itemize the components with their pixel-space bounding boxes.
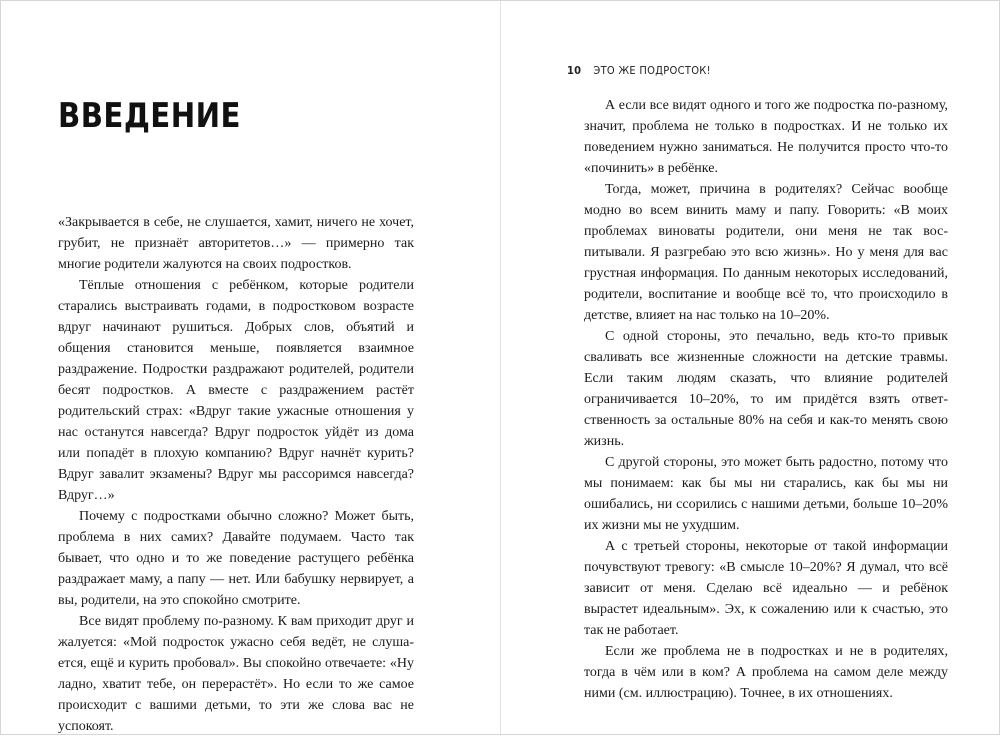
paragraph: Все видят проблему по-разному. К вам приходит друг и жалуется: «Мой подросток ужасно себя ведёт, не слушается, ещё и курить пробовал». Вы спокойно отвечаете: «Ну ладно, хватит тебе, он перерастёт». Но если то же самое происходит с вашими детьми, то эти же слова вас не успокоят. <box>58 614 414 734</box>
chapter-title: ВВЕДЕНИЕ <box>58 96 241 136</box>
paragraph: Если же проблема не в подростках и не в родителях, тогда в чём или в ком? А проблема на самом деле между ними (см. иллюстрацию). Точнее, в их отношениях. <box>584 644 948 701</box>
left-page <box>1 1 500 736</box>
page-number: 10 <box>567 64 582 77</box>
right-page <box>501 1 1000 736</box>
running-header <box>567 64 711 77</box>
paragraph: «Закрывается в себе, не слушается, хамит, ничего не хочет, грубит, не признаёт авторитетов…» — примерно так многие родители жалуются на своих подростков. <box>58 215 414 272</box>
paragraph: А с третьей стороны, некоторые от такой информации почувствуют тревогу: «В смысле 10–20%? Я думал, что всё зависит от меня. Сделаю всё идеально — и ребёнок вырастет идеальным». Эх, к сожалению или к счастью, это так не работает. <box>584 539 948 638</box>
right-page-text <box>584 95 948 704</box>
paragraph: Тогда, может, причина в родителях? Сейчас вообще модно во всем винить маму и папу. Говорить: «В моих проблемах виноваты родители, они меня не так воспитывали. Я разгребаю это всю жизнь». Но у меня для вас грустная информация. По данным некоторых исследований, родители, воспитание и вообще всё то, что происходило в детстве, влияет на нас только на 10–20%. <box>584 182 948 323</box>
paragraph: А если все видят одного и того же подростка по-разному, значит, проблема не только в подростках. И не только их поведением нужно заниматься. Не получится просто что-то «починить» в ребёнке. <box>584 98 948 176</box>
paragraph: Почему с подростками обычно сложно? Может быть, проблема в них самих? Давайте подумаем. Часто так бывает, что одно и то же поведение растущего ребёнка раздражает маму, а папу — нет. Или бабушку нервирует, а вы, родители, на это спокойно смотрите. <box>58 509 414 608</box>
running-title: ЭТО ЖЕ ПОДРОСТОК! <box>593 64 711 77</box>
left-page-text <box>58 212 414 737</box>
paragraph: С одной стороны, это печально, ведь кто-то привык сваливать все жизненные сложности на детские травмы. Если таким людям сказать, что влияние родителей ограничивается 10–20%, то им придётся взять ответственность за остальные 80% на себя и как-то менять свою жизнь. <box>584 329 948 449</box>
paragraph: С другой стороны, это может быть радостно, потому что мы понимаем: как бы мы ни старались, как бы мы ни ошибались, ни ссорились с нашими детьми, больше 10–20% их жизни мы не ухудшим. <box>584 455 948 533</box>
paragraph: Тёплые отношения с ребёнком, которые родители старались выстраивать годами, в подростковом возрасте вдруг начинают рушиться. Добрых слов, объятий и общения становится меньше, появляется взаимное раздражение. Подростки раздражают родителей, родители бесят подростков. А вместе с раздражением растёт родительский страх: «Вдруг такие ужасные отношения у нас останутся навсегда? Вдруг подросток уйдёт из дома или попадёт в плохую компанию? Вдруг начнёт курить? Вдруг завалит экзамены? Вдруг мы рассоримся навсегда? Вдруг…» <box>58 278 414 503</box>
